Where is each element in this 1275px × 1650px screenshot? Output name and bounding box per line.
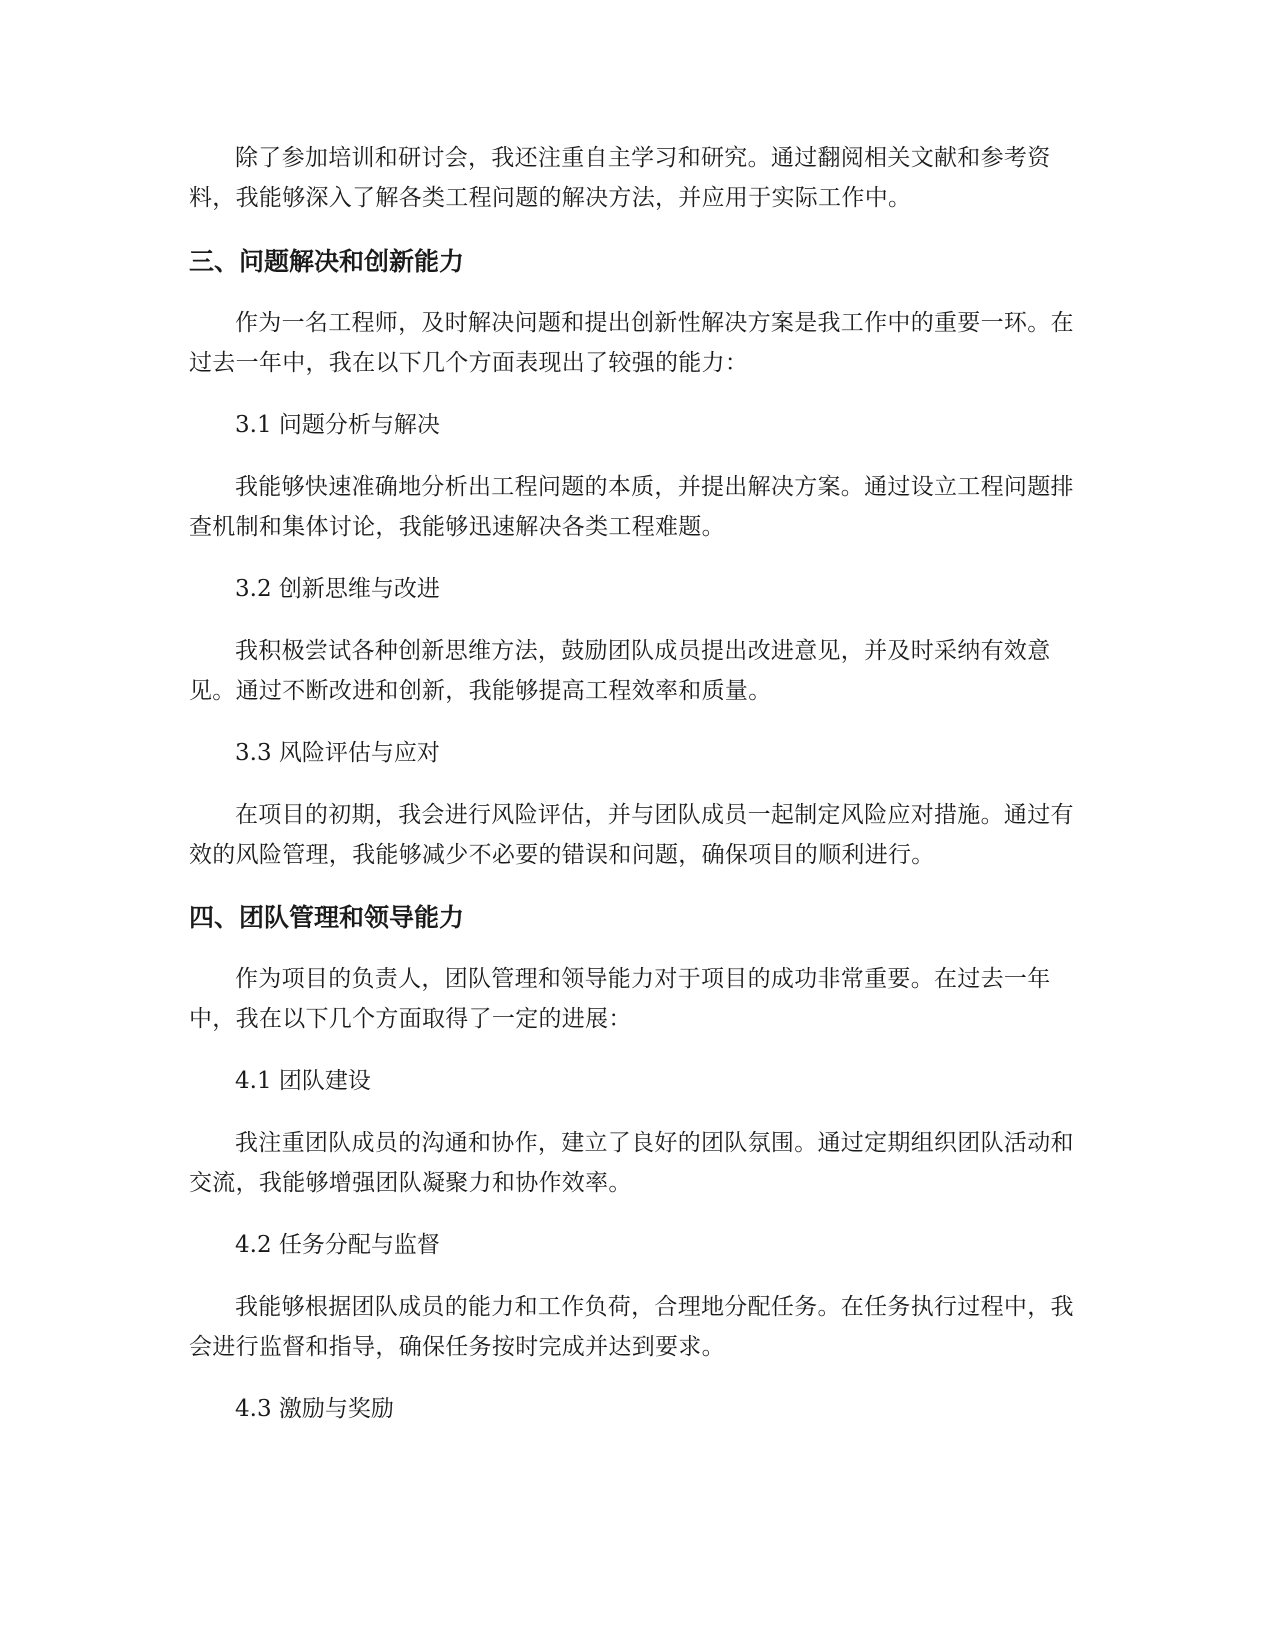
paragraph-intro: 除了参加培训和研讨会，我还注重自主学习和研究。通过翻阅相关文献和参考资料，我能够深入了解各类工程问题的解决方法，并应用于实际工作中。 (189, 145, 1051, 211)
subsection-4-2-body: 我能够根据团队成员的能力和工作负荷，合理地分配任务。在任务执行过程中，我会进行监督和指导，确保任务按时完成并达到要求。 (189, 1294, 1074, 1360)
subsection-3-1-body: 我能够快速准确地分析出工程问题的本质，并提出解决方案。通过设立工程问题排查机制和集体讨论，我能够迅速解决各类工程难题。 (189, 474, 1074, 540)
subsection-4-2-title: 4.2 任务分配与监督 (235, 1232, 440, 1258)
subsection-3-2-title: 3.2 创新思维与改进 (235, 576, 440, 602)
subsection-3-2-body: 我积极尝试各种创新思维方法，鼓励团队成员提出改进意见，并及时采纳有效意见。通过不断改进和创新，我能够提高工程效率和质量。 (189, 638, 1051, 704)
section-3-intro: 作为一名工程师，及时解决问题和提出创新性解决方案是我工作中的重要一环。在过去一年中，我在以下几个方面表现出了较强的能力： (189, 310, 1074, 376)
subsection-3-1-title: 3.1 问题分析与解决 (235, 412, 440, 438)
subsection-3-3-body: 在项目的初期，我会进行风险评估，并与团队成员一起制定风险应对措施。通过有效的风险管理，我能够减少不必要的错误和问题，确保项目的顺利进行。 (189, 802, 1074, 868)
section-3-heading: 三、问题解决和创新能力 (189, 247, 465, 276)
subsection-3-3-title: 3.3 风险评估与应对 (235, 740, 440, 766)
section-4-intro: 作为项目的负责人，团队管理和领导能力对于项目的成功非常重要。在过去一年中，我在以下几个方面取得了一定的进展： (189, 966, 1051, 1032)
subsection-4-1-title: 4.1 团队建设 (235, 1068, 371, 1094)
section-4-heading: 四、团队管理和领导能力 (189, 903, 465, 932)
subsection-4-1-body: 我注重团队成员的沟通和协作，建立了良好的团队氛围。通过定期组织团队活动和交流，我能够增强团队凝聚力和协作效率。 (189, 1130, 1074, 1196)
subsection-4-3-title: 4.3 激励与奖励 (235, 1396, 394, 1422)
